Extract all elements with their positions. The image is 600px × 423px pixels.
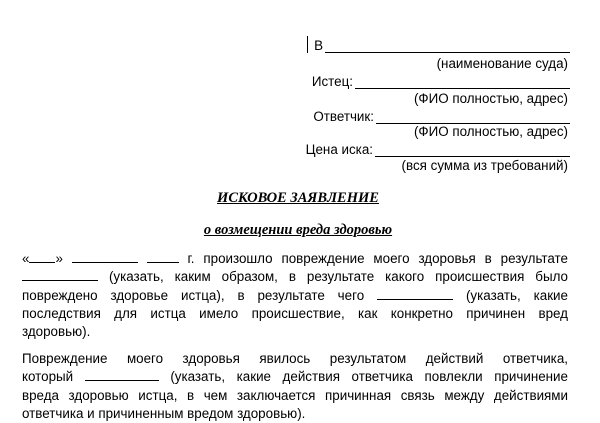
court-prefix: В [314, 38, 323, 53]
quote-close: » [55, 251, 63, 266]
court-row [300, 35, 570, 53]
paragraph-2-text-2b: (указать, какие действия ответчика повлекли причинение [170, 369, 568, 385]
paragraph-2-line-4: ответчика и причиненным вредом здоровью). [22, 405, 306, 421]
paragraph-1-text-1: г. произошло повреждение моего здоровья в результате [187, 251, 568, 266]
defendant-action-blank[interactable] [85, 368, 159, 381]
defendant-note: (ФИО полностью, адрес) [413, 124, 568, 139]
paragraph-2-text-2a: который [22, 369, 74, 385]
price-blank-line[interactable] [375, 142, 570, 157]
plaintiff-blank-line[interactable] [355, 74, 570, 89]
paragraph-1-line-5: здоровью). [22, 324, 91, 340]
defendant-row [300, 106, 570, 124]
paragraph-2-line-1: Повреждение моего здоровья явилось результатом действий ответчика, [22, 351, 568, 366]
document-subtitle: о возмещении вреда здоровью [203, 222, 393, 238]
paragraph-1 [22, 250, 568, 341]
defendant-label: Ответчик: [313, 109, 374, 124]
paragraph-2-line-2 [22, 368, 568, 386]
defendant-blank-line[interactable] [376, 109, 570, 124]
court-note: (наименование суда) [436, 56, 568, 71]
paragraph-1-text-2: (указать, каким образом, в результате какого происшествия было [108, 269, 568, 285]
paragraph-1-line-3 [22, 287, 568, 305]
plaintiff-label: Истец: [311, 74, 353, 89]
manner-blank[interactable] [22, 268, 98, 281]
paragraph-1-text-3a: повреждено здоровье истца), в результате чего [22, 287, 365, 303]
consequence-blank[interactable] [377, 287, 453, 300]
year-blank[interactable] [147, 250, 179, 263]
plaintiff-row [300, 71, 570, 89]
paragraph-1-line-4: последствия для истца имело происшествие, как конкретно причинен вред [22, 305, 568, 321]
paragraph-1-line-1 [22, 250, 568, 268]
quote-open: « [22, 251, 30, 266]
price-row [300, 139, 570, 157]
price-label: Цена иска: [305, 142, 373, 157]
paragraph-2 [22, 350, 568, 423]
paragraph-1-line-2 [22, 268, 568, 286]
document-title: ИСКОВОЕ ЗАЯВЛЕНИЕ [217, 190, 379, 206]
paragraph-2-line-3: вреда здоровью истца, в чем заключается причинная связь между действиями [22, 387, 568, 403]
month-blank[interactable] [72, 250, 138, 263]
paragraph-1-text-3b: (указать, какие [465, 287, 568, 303]
plaintiff-note: (ФИО полностью, адрес) [413, 91, 568, 106]
court-blank-line[interactable] [325, 38, 570, 53]
day-blank[interactable] [29, 250, 55, 263]
price-note: (вся сумма из требований) [401, 158, 568, 173]
